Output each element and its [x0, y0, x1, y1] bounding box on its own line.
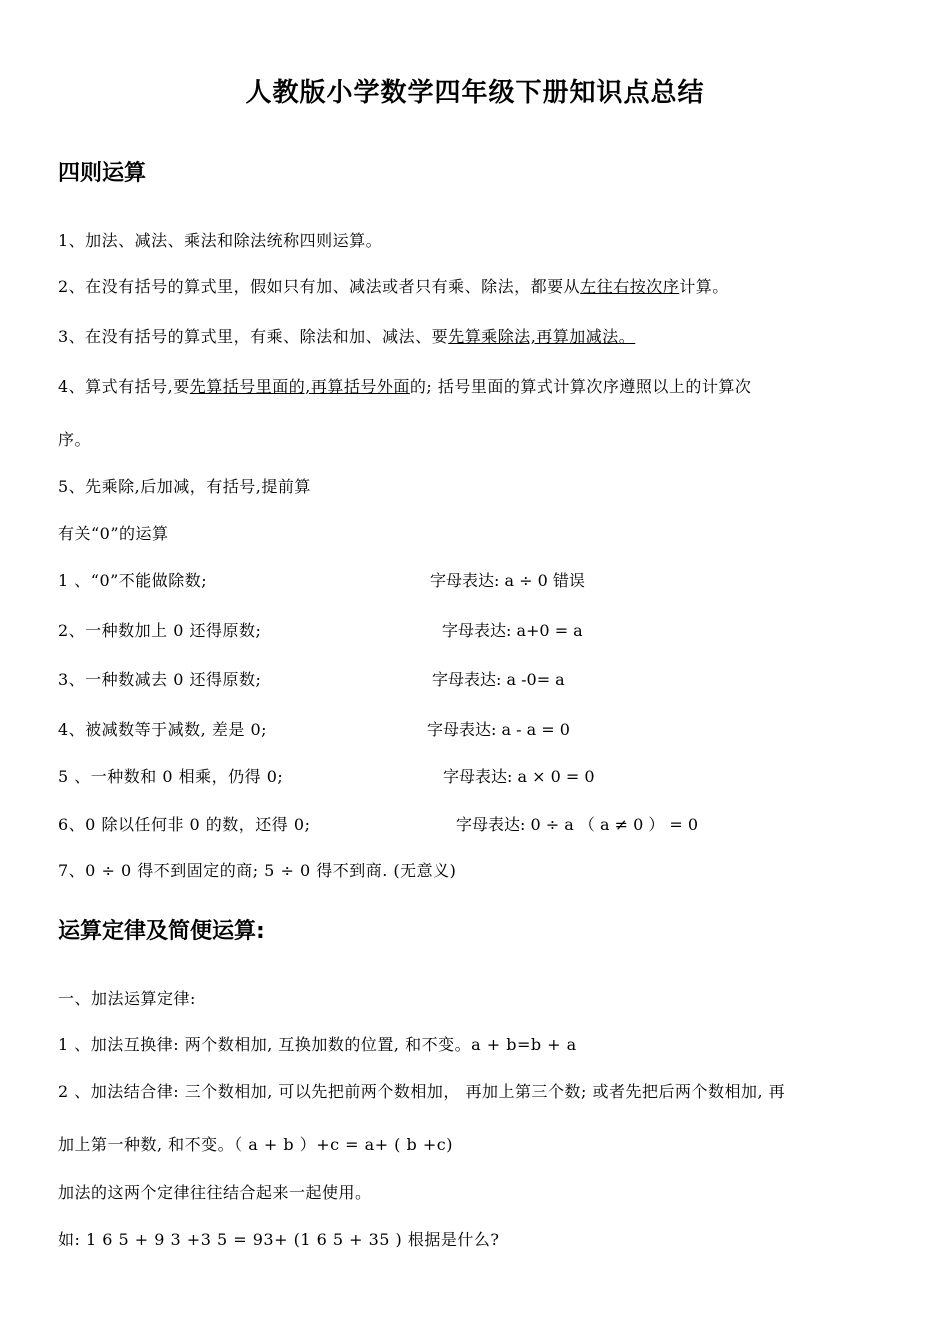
section-heading-arithmetic: 四则运算 — [58, 161, 147, 186]
item-2-underlined: 左往右按次序 — [580, 277, 680, 296]
section-heading-laws: 运算定律及简便运算: — [58, 919, 265, 944]
zero-rule: 3、一种数减去 0 还得原数; — [58, 670, 262, 689]
paragraph-item-4-continued: 序。 — [58, 430, 92, 449]
zero-rule-formula: 字母表达: a+0 = a — [442, 621, 583, 640]
laws-note: 加法的这两个定律往往结合起来一起使用。 — [58, 1183, 372, 1202]
associative-law-continued: 加上第一种数, 和不变。（ a + b ）+c = a+ ( b +c) — [58, 1135, 453, 1154]
item-3-underlined: 先算乘除法,再算加减法。 — [448, 327, 636, 346]
zero-rule: 2、一种数加上 0 还得原数; — [58, 621, 262, 640]
paragraph-item-3 — [58, 324, 635, 347]
zero-rule-formula: 字母表达: a -0= a — [432, 670, 565, 689]
zero-rule: 1 、“0”不能做除数; — [58, 571, 208, 590]
paragraph-item-1: 1、加法、减法、乘法和除法统称四则运算。 — [58, 231, 383, 250]
item-4-underlined: 先算括号里面的,再算括号外面 — [189, 377, 410, 396]
item-4-end: 的; 括号里面的算式计算次序遵照以上的计算次 — [409, 377, 752, 396]
associative-law: 2 、加法结合律: 三个数相加, 可以先把前两个数相加， 再加上第三个数; 或者先把后两个数相加, 再 — [58, 1082, 786, 1101]
commutative-law: 1 、加法互换律: 两个数相加, 互换加数的位置, 和不变。a + b=b + a — [58, 1035, 577, 1054]
paragraph-item-4 — [58, 374, 751, 397]
zero-rule: 4、被减数等于减数, 差是 0; — [58, 720, 268, 739]
addition-laws-subheading: 一、加法运算定律: — [58, 989, 196, 1008]
item-2-end: 计算。 — [679, 277, 729, 296]
paragraph-item-5: 5、先乘除,后加减，有括号,提前算 — [58, 477, 311, 496]
zero-operations-heading: 有关“0”的运算 — [58, 524, 169, 543]
zero-rule: 6、0 除以任何非 0 的数，还得 0; — [58, 815, 311, 834]
paragraph-item-7: 7、0 ÷ 0 得不到固定的商; 5 ÷ 0 得不到商. (无意义) — [58, 861, 457, 880]
paragraph-item-2 — [58, 274, 729, 297]
zero-rule-formula: 字母表达: a × 0 = 0 — [443, 767, 595, 786]
item-3-text: 3、在没有括号的算式里，有乘、除法和加、减法、要 — [58, 327, 449, 346]
zero-rule-formula: 字母表达: a ÷ 0 错误 — [430, 571, 585, 590]
zero-rule-formula: 字母表达: 0 ÷ a （ a ≠ 0 ） = 0 — [456, 815, 699, 834]
item-2-text: 2、在没有括号的算式里，假如只有加、减法或者只有乘、除法，都要从 — [58, 277, 581, 296]
zero-rule: 5 、一种数和 0 相乘，仍得 0; — [58, 767, 284, 786]
item-4-text: 4、算式有括号,要 — [58, 377, 190, 396]
document-title: 人教版小学数学四年级下册知识点总结 — [245, 78, 705, 108]
zero-rule-formula: 字母表达: a - a = 0 — [427, 720, 570, 739]
example-question: 如: 1 6 5 + 9 3 +3 5 = 93+ (1 6 5 + 35 ) 根据是什么? — [58, 1230, 500, 1249]
